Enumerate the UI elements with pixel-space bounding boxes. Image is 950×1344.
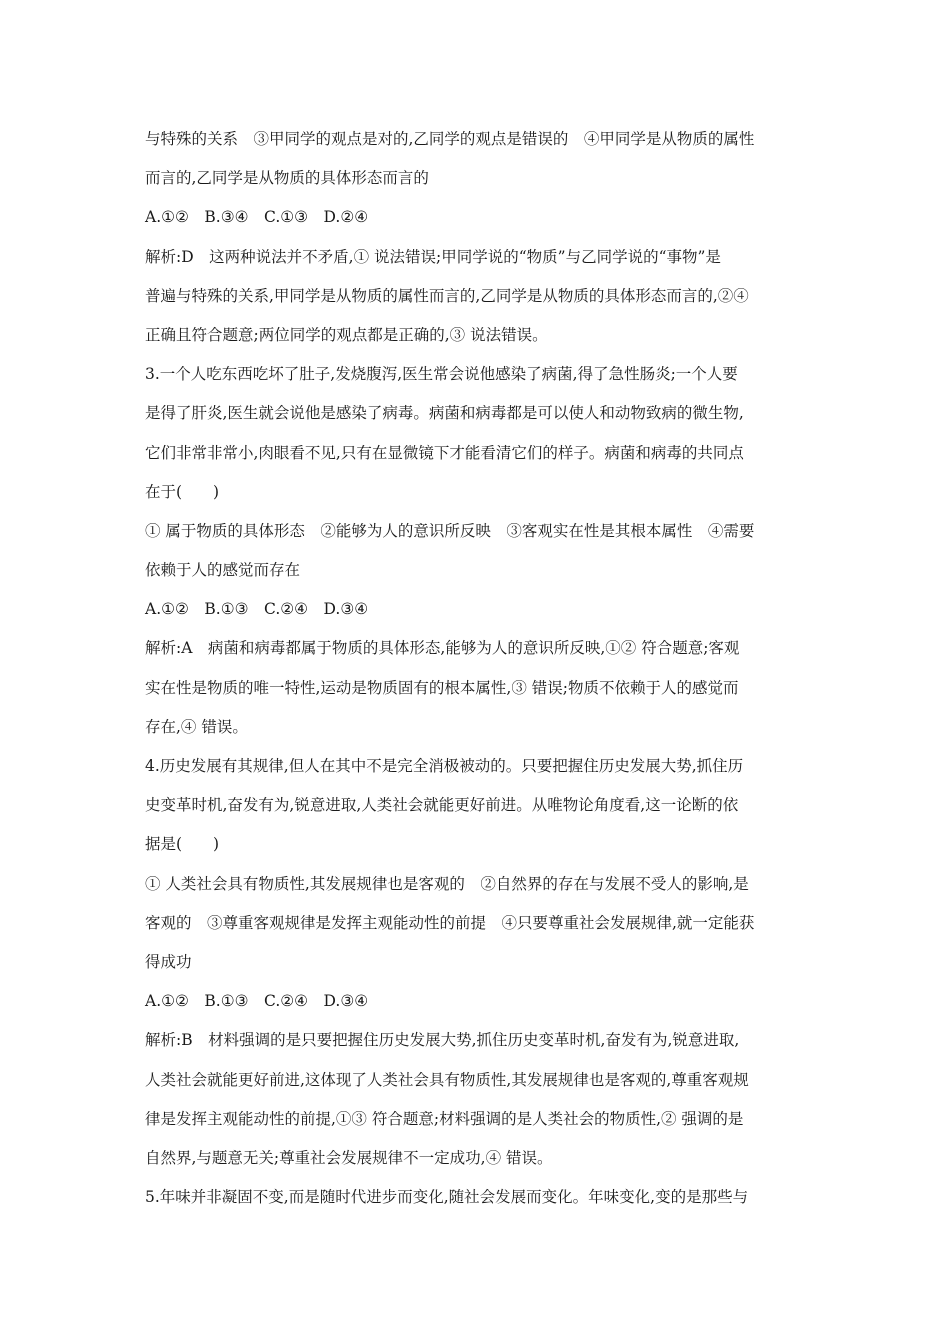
text-line: A.①② B.①③ C.②④ D.③④: [145, 992, 369, 1011]
text-line: 5.年味并非凝固不变,而是随时代进步而变化,随社会发展而变化。年味变化,变的是那些与: [145, 1188, 749, 1207]
text-line: ① 属于物质的具体形态 ②能够为人的意识所反映 ③客观实在性是其根本属性 ④需要: [145, 521, 755, 540]
text-line: A.①② B.③④ C.①③ D.②④: [145, 208, 369, 227]
text-line: 与特殊的关系 ③甲同学的观点是对的,乙同学的观点是错误的 ④甲同学是从物质的属性: [145, 130, 755, 148]
text-line: 得成功: [145, 952, 192, 971]
text-line: 它们非常非常小,肉眼看不见,只有在显微镜下才能看清它们的样子。病菌和病毒的共同点: [145, 443, 744, 462]
text-line: ① 人类社会具有物质性,其发展规律也是客观的 ②自然界的存在与发展不受人的影响,是: [145, 874, 749, 893]
text-line: 解析:D 这两种说法并不矛盾,① 说法错误;甲同学说的“物质”与乙同学说的“事物”是: [145, 247, 721, 266]
text-line: 客观的 ③尊重客观规律是发挥主观能动性的前提 ④只要尊重社会发展规律,就一定能获: [145, 913, 755, 932]
document-body: [145, 120, 810, 1217]
text-line: 依赖于人的感觉而存在: [145, 561, 301, 580]
text-line: 是得了肝炎,医生就会说他是感染了病毒。病菌和病毒都是可以使人和动物致病的微生物,: [145, 404, 744, 423]
text-line: A.①② B.①③ C.②④ D.③④: [145, 600, 369, 619]
text-line: 律是发挥主观能动性的前提,①③ 符合题意;材料强调的是人类社会的物质性,② 强调的是: [145, 1109, 744, 1128]
text-line: 存在,④ 错误。: [145, 717, 248, 736]
text-line: 史变革时机,奋发有为,锐意进取,人类社会就能更好前进。从唯物论角度看,这一论断的依: [145, 796, 739, 815]
text-line: 人类社会就能更好前进,这体现了人类社会具有物质性,其发展规律也是客观的,尊重客观规: [145, 1070, 749, 1089]
text-line: 3.一个人吃东西吃坏了肚子,发烧腹泻,医生常会说他感染了病菌,得了急性肠炎;一个人要: [145, 365, 738, 384]
text-line: 解析:A 病菌和病毒都属于物质的具体形态,能够为人的意识所反映,①② 符合题意;客观: [145, 639, 740, 658]
text-line: 而言的,乙同学是从物质的具体形态而言的: [145, 169, 429, 188]
text-line: 解析:B 材料强调的是只要把握住历史发展大势,抓住历史变革时机,奋发有为,锐意进取,: [145, 1031, 740, 1050]
text-line: 正确且符合题意;两位同学的观点都是正确的,③ 说法错误。: [145, 325, 548, 344]
text-line: 4.历史发展有其规律,但人在其中不是完全消极被动的。只要把握住历史发展大势,抓住历: [145, 757, 744, 775]
text-line: 实在性是物质的唯一特性,运动是物质固有的根本属性,③ 错误;物质不依赖于人的感觉而: [145, 678, 739, 697]
text-line: 据是( ): [145, 835, 220, 854]
text-line: 自然界,与题意无关;尊重社会发展规律不一定成功,④ 错误。: [145, 1148, 553, 1167]
text-line: 在于( ): [145, 482, 220, 501]
text-line: 普遍与特殊的关系,甲同学是从物质的属性而言的,乙同学是从物质的具体形态而言的,②④: [145, 286, 749, 305]
